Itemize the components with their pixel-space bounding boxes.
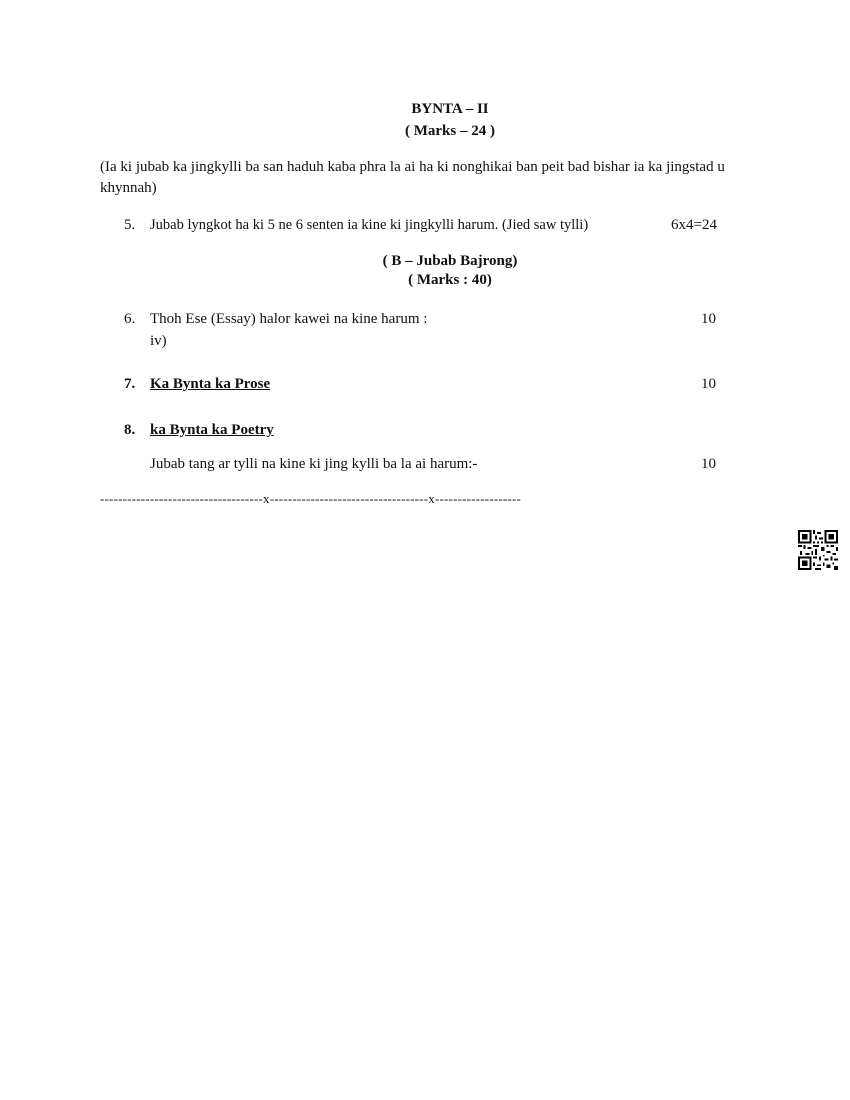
question-6-text: Thoh Ese (Essay) halor kawei na kine harum : <box>150 311 428 327</box>
question-8-heading: ka Bynta ka Poetry <box>150 422 274 438</box>
question-6-subitem: iv) <box>150 333 167 349</box>
question-5-number: 5. <box>124 217 136 233</box>
qr-code-icon <box>798 530 838 570</box>
question-6-number: 6. <box>124 311 136 327</box>
question-5-marks: 6x4=24 <box>671 217 717 233</box>
section-marks: ( Marks – 24 ) <box>405 123 495 139</box>
section-instruction: (Ia ki jubab ka jingkylli ba san haduh kaba phra la ai ha ki nonghikai ban peit bad bishar ia ka jingstad u khynnah) <box>100 159 725 196</box>
question-5-text: Jubab lyngkot ha ki 5 ne 6 senten ia kine ki jingkylli harum. (Jied saw tylli) <box>150 217 589 233</box>
section-title: BYNTA – II <box>411 101 489 117</box>
question-6-marks: 10 <box>701 311 716 327</box>
question-7-marks: 10 <box>701 376 716 392</box>
question-8-number: 8. <box>124 422 136 438</box>
section-b-marks: ( Marks : 40) <box>408 272 492 288</box>
section-b-title: ( B – Jubab Bajrong) <box>382 253 518 269</box>
end-separator: ------------------------------------x-----------------------------------x------------------- <box>100 491 522 506</box>
question-7-number: 7. <box>124 376 136 392</box>
question-8-marks: 10 <box>701 456 716 472</box>
question-8-instruction: Jubab tang ar tylli na kine ki jing kylli ba la ai harum:- <box>150 456 478 472</box>
question-7-heading: Ka Bynta ka Prose <box>150 376 271 392</box>
